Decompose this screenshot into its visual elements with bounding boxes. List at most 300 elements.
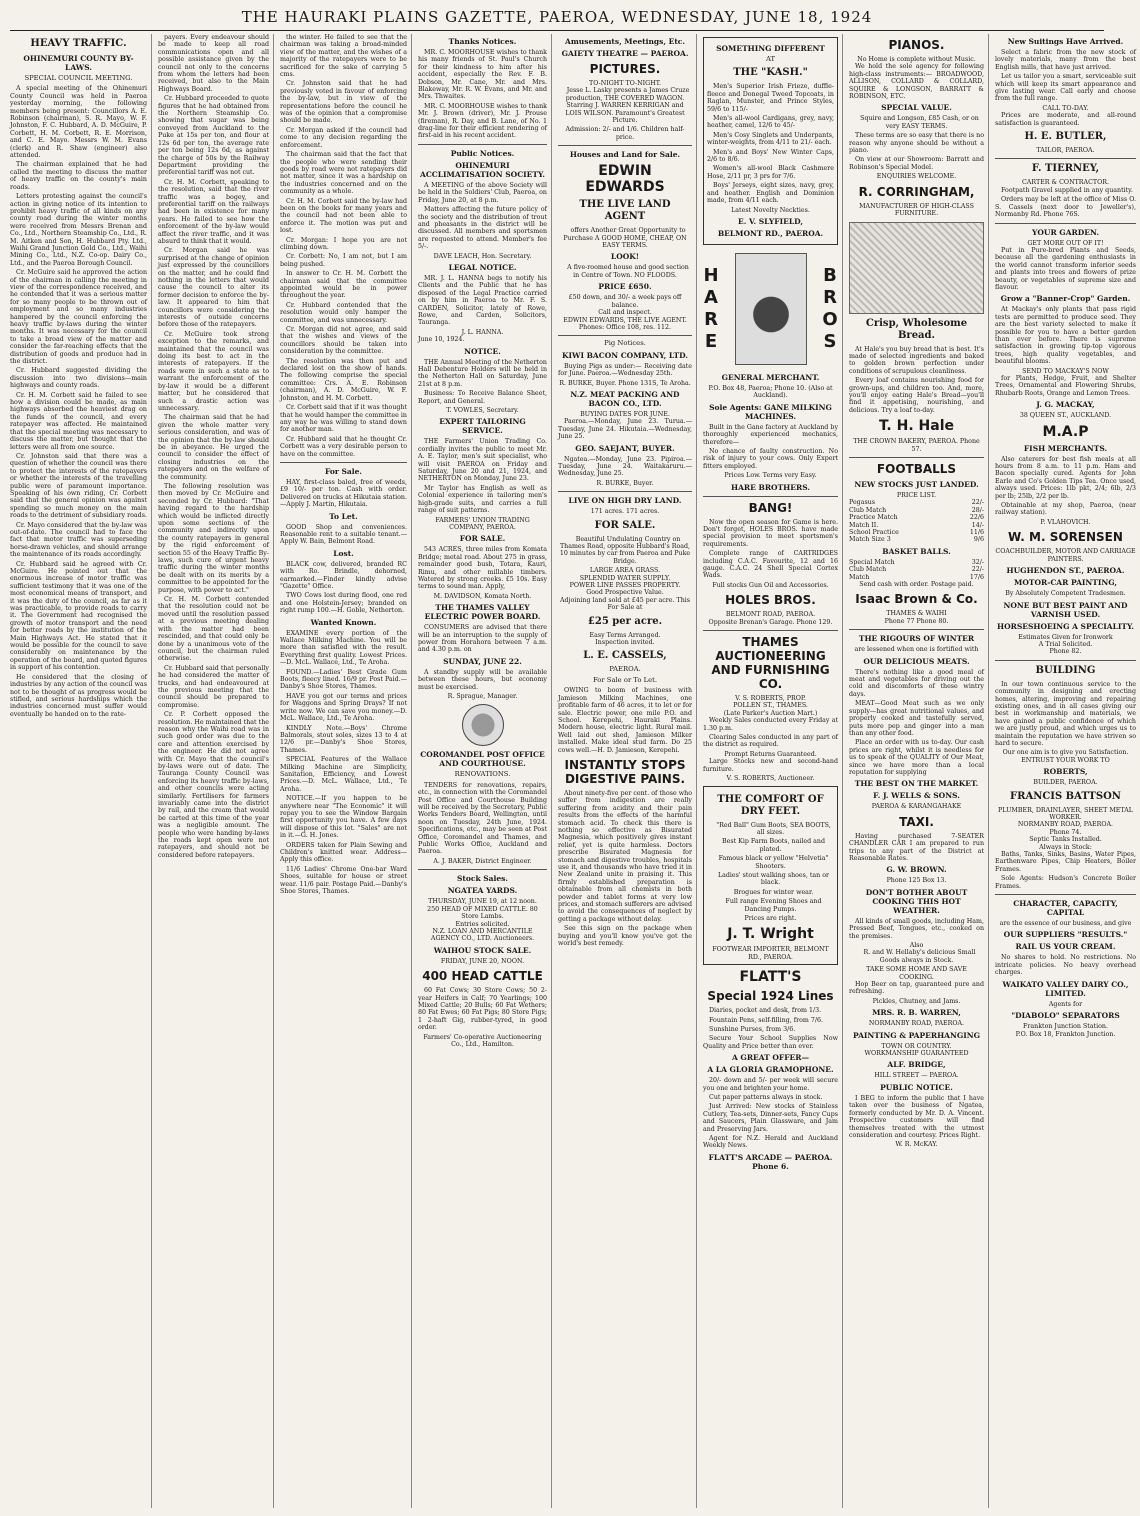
notice-title: COROMANDEL POST OFFICE AND COURTHOUSE. (420, 750, 545, 769)
ad-line: SPECIAL VALUE. (881, 103, 952, 113)
ad-title: THE RIGOURS OF WINTER (858, 634, 975, 644)
ad-title: GEO. SAEJANT, BUYER. (575, 443, 675, 453)
column-6 (703, 34, 843, 1508)
ad-line: ENQUIRIES WELCOME. (876, 173, 957, 181)
signature: FARMERS' UNION TRADING COMPANY, PAEROA. (435, 516, 530, 531)
paragraph: The chairman explained that he had called the meeting to discuss the matter of heavy traffic on the county's main roads. (10, 161, 147, 191)
ad-text: All kinds of small goods, including Ham, Pressed Beef, Tongues, etc., cooked on the premises. (849, 917, 984, 940)
ad-line: Full stocks Gun Oil and Accessories. (712, 581, 829, 589)
ad-line: FOOTWEAR IMPORTER, BELMONT RD., PAEROA. (712, 946, 829, 961)
ad-line: TAILOR, PAEROA. (1036, 147, 1095, 155)
classified-ad: ORDERS taken for Plain Sewing and Children's knitted wear. Address—Apply this office. (280, 841, 407, 864)
ad-line: CARTER & CONTRACTOR. (1021, 179, 1110, 187)
ad-title: Crisp, Wholesome Bread. (865, 317, 968, 341)
ad-line: 171 acres. 171 acres. (590, 508, 660, 516)
paragraph: The resolution was then put and declared lost on the show of hands. The following comprise the special committee: Crs. A. E. Robinson (chairman), A. D. McGuire, W. F. Johnston, and H. M. Corbett. (280, 357, 407, 402)
ad-subtitle: Special 1924 Lines (707, 989, 834, 1004)
ad-text: No shares to hold. No restrictions. No intricate policies. No heavy overhead charges. (995, 954, 1136, 977)
classified-ad: TWO Cows lost during flood, one red and one Holstein-Jersey; branded on right rump 100.—H. Goble, Netherton. (280, 592, 407, 615)
section-heading: To Let. (329, 511, 358, 521)
paragraph: Cr. Hubbard proceeded to quote figures that he had obtained from the Northern Steamship Co. showing that sugar was being conveyed from Auckland to the Puke at 15s per ton, and flour at 12s 6d per ton, the average rate per ton being 12s 6d, as against the charge of 50s by the Railway Department providing the preferential tariff was not cut. (158, 95, 269, 177)
ad-title: N.Z. MEAT PACKING AND BACON CO., LTD. (570, 389, 680, 408)
notice: MR. C. MOORHOUSE wishes to thank his many friends of St. Paul's Church for their kindness to him after his accident, especially the Rev. F. B. Dobson, Mr. Cane, Mr. and Mrs. Blakeway, Mr. R. W. Evans, and Mr. and Mrs. Thwaites. (418, 49, 547, 101)
ad-text: Complete range of CARTRIDGES including C.A.C. Favourite, 12 and 16 gauge. C.A.C. 24 Shell Special Cortex Wads. (703, 550, 838, 580)
paragraph: Cr. H. M. Corbett, speaking to the resolution, said that the river traffic was a bogey, and preferential tariff on the railways had been in existence for many years. He failed to see how the enforcement of the by-law would affect the river traffic, and it was absurd to think that it would. (158, 178, 269, 245)
ad-title: THAMES AUCTIONEERING AND FURNISHING CO. (711, 635, 830, 692)
paragraph: Cr. Johnston said that he had previously voted in favour of enforcing the by-law, but in view of the representations before the council he was of the opinion that a compromise should be made. (280, 80, 407, 125)
ad-title: BANG! (748, 500, 793, 515)
notice: MR. J. L. HANNA begs to notify his Clients and the Public that he has disposed of the Legal Practice carried on by him in Paeroa to Mr. F. S. CARDEN, Solicitor, lately of Rowe, Rowe, and Carden, Solicitors, Tauranga. (418, 274, 547, 327)
divider (558, 335, 692, 336)
paragraph: He considered that the closing of industries by any action of the council was not to be thought of as progress would be stifled, and serious hardships which the industries concerned must suffer would eventually be handed on to the rate- (10, 673, 147, 718)
notice: Mr Taylor has English as well as Colonial experience in tailoring men's high-grade suits, and carries a full range of suit patterns. (418, 484, 547, 515)
ad-price: £25 per acre. (587, 615, 663, 627)
ad-text: Famous black or yellow "Helvetia" Shooters. (718, 855, 829, 870)
ad-text: MEAT—Good Meat such as we only supply—has great nutritional values, and properly cooked and tastefully served, puts more pep and ginger into a man than any other food. (849, 700, 984, 737)
notice-line: 250 HEAD OF MIXED CATTLE. 80 Store Lambs. (427, 905, 538, 921)
ad-signature: Isaac Brown & Co. (855, 592, 978, 607)
ad-title: FOR SALE. (594, 519, 656, 531)
section-heading: Public Notices. (450, 148, 515, 158)
ad-line: Agents for (1048, 1000, 1083, 1008)
ad-title: CHARACTER, CAPACITY, CAPITAL (1013, 899, 1118, 918)
ad-line: Pickles, Chutney, and Jams. (872, 997, 961, 1005)
ad-line: Opposite Brenan's Garage. Phone 129. (708, 618, 833, 626)
ad-title: FRANCIS BATTSON (1010, 790, 1121, 802)
masthead: THE HAURAKI PLAINS GAZETTE, PAEROA, WEDNESDAY, JUNE 18, 1924 (10, 8, 1104, 31)
ad-signature: T. H. Hale (879, 418, 954, 435)
notice-title: PUBLIC NOTICE. (880, 1082, 953, 1092)
ad-subtitle: GENERAL MERCHANT. (721, 372, 820, 382)
ad-title: LIVE ON HIGH DRY LAND. (568, 496, 682, 506)
ad-signature: R. CORRINGHAM, (858, 184, 975, 199)
price-row (849, 499, 984, 506)
item-price: 22/- (971, 566, 984, 574)
column-3 (280, 34, 412, 1508)
item-price: 11/6 (969, 529, 984, 536)
ad-line: Our one aim is to give you Satisfaction. (1002, 749, 1129, 757)
item-name: Club Match (849, 506, 887, 514)
ad-line: GET MORE OUT OF IT! (1027, 239, 1104, 247)
divider (418, 144, 547, 145)
bros-letters: BROS (822, 264, 838, 352)
ad-text: Men's Cosy Singlets and Underpants, winter-weights, from 4/11 to 21/- each. (707, 131, 834, 147)
price-row (849, 559, 984, 566)
notice: THE Farmers' Union Trading Co. cordially invites the public to meet Mr. A. E. Taylor, men's suit specialist, who will visit PAEROA on Friday and Saturday, June 20 and 21, 1924, and NETHERTON on Monday, June 23. (418, 438, 547, 483)
ad-text: Select a fabric from the new stock of lovely materials, many from the best English mills, that have just arrived. (995, 49, 1136, 71)
article-kicker: SPECIAL COUNCIL MEETING. (24, 74, 133, 82)
ad-line: By Absolutely Competent Tradesmen. (1005, 590, 1126, 598)
classified-ad: NOTICE.—If you happen to be anywhere near "The Economic" it will repay you to see the Window Bargain first opportunity you have. A few days will dispose of this lot. "Sales" are not in it.—G. H. Jones. (280, 795, 407, 840)
ad-text: We hold the sole agency for following high-class instruments:— BROADWOOD, ALLISON, COLLARD & COLLARD, SQUIRE & LONGSON, BARRATT & ROBINSON, ETC. (849, 63, 984, 101)
ad-line: TO-NIGHT TO-NIGHT. (589, 80, 661, 87)
item-price: 28/- (971, 506, 984, 514)
ad-line: OUR DELICIOUS MEATS. (863, 656, 970, 666)
signature: Farmers' Co-operative Auctioneering Co., Ltd., Hamilton. (423, 1033, 542, 1048)
item-price: 22/- (971, 499, 984, 507)
ad-line: THAMES & WAIHI (886, 610, 947, 618)
ad-text: Hop Beer on tap, guaranteed pure and refreshing. (849, 981, 984, 996)
paragraph: Cr. Morgan said he was surprised at the change of opinion just expressed by the councillors on the matter, and he could find nothing in the letters that would cause the council to alter its former decision to enforce the by-law. It appeared to him that councillors were considering the interests of outside concerns before those of the ratepayers. (158, 247, 269, 329)
ad-text: Orders may be left at the office of Miss O. S. Cassels (next door to Jeweller's), Normanby Rd. Phone 76S. (995, 196, 1136, 219)
section-heading: For Sale or To Let. (592, 675, 658, 684)
signature: R. BURKE, Buyer. Phone 131S, Te Aroha. (559, 379, 691, 387)
ad-text: Men's all-wool Cardigans, grey, navy, heather, camel, 12/6 to 45/- (707, 115, 834, 130)
paragraph: Cr. Hubbard said that he thought Cr. Corbett was a very desirable person to have on the committee. (280, 435, 407, 458)
ad-line: ENTRUST YOUR WORK TO (1021, 756, 1110, 764)
notice-title: EXPERT TAILORING SERVICE. (439, 417, 526, 436)
price-row (849, 536, 984, 543)
ad-text: Jesse L. Lasky presents a James Cruze production, THE COVERED WAGON. Starring J. WARREN KERRIGAN and LOIS WILSON. Paramount's Greatest Picture. (565, 87, 690, 125)
article-title: HEAVY TRAFFIC. (30, 38, 127, 49)
ad-signature: J. T. Wright (727, 926, 814, 943)
classified-ad: HAY, first-class baled, free of weeds, £9 10/- per ton. Cash with order. Delivered on trucks at Hikutaia station.—Apply J. Martin, Hikutaia. (280, 478, 407, 509)
ad-line: LOOK! (610, 252, 640, 262)
ad-line: A Trial Solicited. (1038, 640, 1093, 648)
divider (418, 869, 547, 870)
ad-text: Men's and Boys' New Winter Caps, 2/6 to 8/6. (707, 148, 834, 164)
ad-text: Ngatea.—Monday, June 23. Pipiroa.—Tuesday, June 24. Waitakaruru.—Wednesday, June 25. (558, 455, 692, 478)
ad-line: Also (909, 942, 924, 949)
ad-text: In our town continuous service to the community in designing and erecting homes, altering, improving and repairing existing ones, and in all cases giving our best in workmanship and materials, we have gained a public confidence of which we are justly proud, and which urges us to maintain the reputation we have striven so hard to secure. (995, 680, 1136, 747)
paragraph: In answer to Cr. H. M. Corbett the chairman said that the committee appointed would be in power throughout the year. (280, 270, 407, 300)
ad-signature: F. TIERNEY, (1031, 163, 1100, 175)
notice-title: NGATEA YARDS. (447, 886, 518, 896)
ad-line: Always in Stock: (1039, 843, 1092, 851)
ad-text: Men's Superior Irish Frieze, duffle-fleece and Donegal Tweed Topcoats, in Raglan, Munster, and Prince Styles, 59/6 to 115/- (707, 83, 834, 113)
notice-line: THURSDAY, JUNE 19, at 12 noon. (428, 898, 537, 906)
ad-line: AT (765, 55, 776, 63)
ad-location: PAEROA. (609, 665, 641, 674)
ad-subtitle: NEW STOCKS JUST LANDED. (854, 479, 979, 489)
signature: J. L. HANNA. (461, 328, 504, 336)
price-list (849, 559, 984, 581)
ad-title: THE "KASH." (733, 67, 808, 79)
ad-title: KIWI BACON COMPANY, LTD. (562, 350, 688, 360)
price-row (849, 529, 984, 536)
paragraph: Cr. Morgan did not agree, and said that the wishes and views of the councillors should be taken into consideration by the committee. (280, 326, 407, 356)
crest-icon (462, 704, 504, 746)
ad-text: Large Stocks new and second-hand furniture. (703, 758, 838, 773)
classified-ad: HAVE you got our terms and prices for Waggons and Spring Drays? If not write now. We can save you money.—D. McL. Wallace, Ltd., Te Aroha. (280, 692, 407, 723)
paragraph: Cr. Corbett: No, I am not, but I am being pushed. (280, 253, 407, 268)
column-8 (995, 34, 1140, 1508)
kash-ad (703, 37, 838, 245)
ad-text: Women's all-wool Black Cashmere Hose, 2/11 pr, 3 prs for 7/6. (707, 165, 834, 180)
paragraph: Cr. Hubbard contended that the resolution would only hamper the committee, and was unnecessary. (280, 301, 407, 324)
classified-ad: BLACK cow, delivered, branded RC with Ro. Brindle, dehorned, earmarked.—Finder kindly advise "Gazette" Office. (280, 560, 407, 590)
ad-line: A LA GLORIA GRAMOPHONE. (707, 1065, 834, 1075)
ad-line: THE BEST ON THE MARKET. (854, 779, 979, 789)
section-heading: Houses and Land for Sale. (569, 150, 681, 160)
notice-line: N.Z. LOAN AND MERCANTILE AGENCY CO., LTD. Auctioneers. (430, 927, 535, 943)
article-subtitle: OHINEMURI COUNTY BY-LAWS. (23, 54, 134, 72)
notice-emphasis: 400 HEAD CATTLE (422, 969, 543, 984)
ad-line: POWER LINE PASSES PROPERTY. (569, 582, 681, 590)
ad-line: Admission: 2/- and 1/6. Children half-price. (565, 126, 685, 141)
price-row (849, 507, 984, 514)
paragraph: Cr. Morgan asked if the council had come to any decision regarding the enforcement. (280, 126, 407, 149)
ad-line: LARGE AREA GRASS. (589, 567, 661, 575)
ad-text: A five-roomed house and good section in Centre of Town. NO FLOODS. (567, 264, 689, 279)
ad-signature: F. J. WELLS & SONS. (873, 791, 960, 801)
ad-line: A GREAT OFFER— (731, 1053, 810, 1063)
ad-text: There's nothing like a good meal of meat and vegetables for driving out the cold and discomforts of these wintry days. (849, 668, 984, 698)
ad-line: RAIL US YOUR CREAM. (1015, 942, 1116, 952)
ad-text: Sole Agents: Hudson's Concrete Boiler Frames. (995, 875, 1136, 890)
notice: I BEG to inform the public that I have taken over the business of Ngatea, formerly conducted by Mr. D. A. Vincent. Prospective customers will find themselves treated with the utmost consideration and courtesy. Prices Right. (849, 1094, 984, 1139)
ad-line: NORMANBY ROAD, PAEROA. (1017, 821, 1114, 829)
classified-ad: GOOD Shop and conveniences. Reasonable rent to a suitable tenant.—Apply W. Bain, Belmont Road. (280, 523, 407, 546)
ad-line: COACHBUILDER, MOTOR AND CARRIAGE PAINTERS. (995, 548, 1136, 563)
ad-line: are the essence of our business, and give (999, 920, 1132, 928)
signature: R. BURKE, Buyer. (596, 479, 654, 487)
ad-text: Best Kip Farm Boots, nailed and plated. (722, 838, 825, 853)
divider (995, 894, 1136, 895)
column-2 (158, 34, 274, 1508)
ad-text: No chance of faulty construction. No risk of injury to your cows. Only Expert fitters employed. (703, 447, 838, 470)
paragraph: Cr. Hubbard suggested dividing the discussion into two divisions—main highways and county roads. (10, 367, 147, 390)
ad-line: Latest Novelty Neckties. (731, 206, 810, 214)
item-name: Match Size 3 (849, 536, 891, 544)
notice-subtitle: RENOVATIONS. (454, 770, 511, 779)
ad-text: Beautiful Undulating Country on Thames Road, opposite Hubbard's Road, 10 minutes by car from Paeroa and Puke Bridge. (559, 535, 691, 565)
classified-ad: EXAMINE every portion of the Wallace Milking Machine. You will be more than satisfied with the result. Everything first quality. Lowest Prices.—D. McL. Wallace, Ltd., Te Aroha. (280, 629, 407, 667)
ad-line: THE CROWN BAKERY, PAEROA. Phone 57. (853, 438, 980, 453)
ad-line: TAKE SOME HOME AND SAVE COOKING. (866, 966, 967, 981)
ad-signature: WAIKATO VALLEY DAIRY CO., LIMITED. (1002, 979, 1129, 998)
ad-text: Boys' Jerseys, eight sizes, navy, grey, and heather. English and Dominion made, from 4/11 each. (707, 182, 834, 205)
paragraph: Cr. Corbett said that if it was thought that he would hamper the committee in any way he was willing to stand down for another man. (280, 404, 407, 434)
notice-title: OHINEMURI ACCLIMATISATION SOCIETY. (420, 160, 545, 179)
ad-title: PIANOS. (888, 38, 945, 52)
ad-subtitle: THE LIVE LAND AGENT (579, 199, 671, 223)
notice: THE Annual Meeting of the Netherton Hall Debenture Holders will be held in the Netherton Hall on Saturday, June 21st at 8 p.m. (418, 358, 547, 388)
item-price: 32/- (971, 558, 984, 566)
divider (558, 145, 692, 146)
notice: MR. C. MOORHOUSE wishes to thank Mr. J. Brown (driver), Mr. J. Prouse (fireman), R. Day, and B. Lane, of No. 1 drag-line for their efficient rendering of first-aid in his recent accident. (418, 102, 547, 140)
notice: TENDERS for renovations, repairs, etc., in connection with the Coromandel Post Office and Courthouse Building will be received by the Secretary, Public Works Tenders Board, Wellington, until noon on Tuesday, 24th June, 1924. Specifications, etc., may be seen at Post Office, Coromandel and Thames, and Public Works Office, Auckland and Paeroa. (418, 781, 547, 856)
ad-line: Easy Terms Arranged. (589, 631, 661, 639)
ad-text: R. and W. Hellaby's delicious Small Goods always in Stock. (863, 949, 976, 964)
ad-line: Inspection invited. (595, 639, 655, 647)
ad-text: Obtainable at my shop, Paeroa, (near railway station). (995, 502, 1136, 517)
ad-text: Weekly Sales conducted every Friday at 1.30 p.m. (703, 717, 838, 732)
ad-text: Baths, Tanks, Sinks, Basins, Water Pipes, Earthenware Pipes, Chip Heaters, Boiler Frames. (995, 851, 1136, 873)
signature: V. S. ROBERTS, Auctioneer. (726, 775, 815, 783)
ad-title: INSTANTLY STOPS DIGESTIVE PAINS. (564, 757, 686, 786)
ad-line: Send cash with order. Postage paid. (859, 581, 974, 589)
ad-line: PAEROA & KARANGAHAKE (871, 803, 962, 811)
ad-line: 38 QUEEN ST., AUCKLAND. (1019, 412, 1112, 420)
ad-line: SPLENDID WATER SUPPLY. (579, 574, 671, 582)
ad-title: EDWIN EDWARDS (585, 163, 665, 196)
ad-text: Let us tailor you a smart, serviceable suit which will keep its smart appearance and give lasting wear. Call early and choose from the full range. (995, 73, 1136, 103)
notice-title: LEGAL NOTICE. (448, 262, 517, 272)
ad-text: 20/- down and 5/- per week will secure you one and brighten your home. (703, 1077, 838, 1092)
item-name: Practice Match (849, 514, 898, 522)
ad-text: Agent for N.Z. Herald and Auckland Weekly News. (703, 1135, 838, 1150)
ad-line: £50 down, and 30/- a week pays off balance. (568, 294, 682, 309)
ad-caption: See this sign on the package when buying and you'll know you've got the world's best remedy. (558, 925, 692, 948)
ad-title: YOUR GARDEN. (1032, 227, 1099, 237)
ad-signature: P. VLAHOVICH. (1040, 518, 1091, 526)
newspaper-columns (10, 34, 1136, 1508)
ad-text: At Mackay's only plants that pass rigid tests are permitted to produce seed. They are the best variety selected to make it possible for you to have a better garden than ever before. There is supreme satisfaction in growing tip-top vigorous trees, high quality vegetables, and beautiful blooms. (995, 306, 1136, 366)
ad-text: "Red Ball" Gum Boots, SEA BOOTS, all sizes. (716, 821, 831, 836)
signature: R. Sprague, Manager. (447, 693, 518, 700)
ad-line: Adjoining land sold at £45 per acre. This For Sale at (559, 596, 690, 612)
ad-line: SEND TO MACKAY'S NOW (1022, 367, 1109, 375)
column-5 (558, 34, 697, 1508)
ad-title: W. M. SORENSEN (1008, 530, 1123, 545)
signature: A. J. BAKER, District Engineer. (433, 857, 532, 865)
item-price: 9/6 (973, 536, 984, 544)
classified-ad: FOUND.—Ladies' Best Grade Gum Boots, fleecy lined. 16/9 pr. Post Paid.—Danby's Shoe Stores, Thames. (280, 668, 407, 691)
ad-line: Frankton Junction Station. (1023, 1023, 1108, 1031)
ad-title: DON'T BOTHER ABOUT COOKING THIS HOT WEATHER. (865, 887, 968, 915)
ad-text: Every loaf contains nourishing food for grown-ups, and children too. And, more, you'll enjoy eating Hale's Bread—you'll find it appetising, nourishing, and delicious. Try a loaf to-day. (849, 377, 984, 414)
price-list (849, 499, 984, 543)
divider (703, 496, 838, 497)
ad-title: Sole Agents: GANE MILKING MACHINES. (709, 402, 832, 421)
ad-title: THE COMFORT OF DRY FEET. (717, 793, 824, 817)
section-heading: Stock Sales. (457, 874, 508, 884)
paragraph: Cr. Hubbard said he agreed with Cr. McGuire. He pointed out that the enormous increase of motor traffic was sufficient testimony that it was one of the most economical means of transport, and it was the duty of the council, as far as it was practicable, to provide roads to carry it. The Government had recognised the growth of motor transport and the need for better roads by the institution of the Main Highways Act. He stated that it would be possible for the council to save considerably on maintenance by the operation of the board, and quoted figures in support of his contention. (10, 560, 147, 672)
item-name: Club Match (849, 566, 887, 574)
ad-line: Prompt Returns Guaranteed. (724, 750, 817, 758)
ad-signature: L. E. CASSELS, (583, 650, 667, 662)
divider (558, 491, 692, 492)
paragraph: Cr. McGuire said he approved the action of the chairman in calling the meeting in view of the correspondence received, and he contended that it was a serious matter for so many people to be thrown out of employment and so many industries hampered by the council enforcing the heavy traffic by-laws during the winter months. It was necessary for the council to take a broad view of the matter and consider the far-reaching effects that the distribution of goods and produce had in the district. (10, 269, 147, 366)
ad-title: FLATT'S (739, 969, 802, 986)
ad-title: PICTURES. (589, 62, 661, 76)
ad-text: Clearing Sales conducted in any part of the district as required. (703, 734, 838, 749)
ad-text: Diaries, pocket and desk, from 1/3. (709, 1007, 822, 1015)
section-heading: Thanks Notices. (448, 37, 517, 46)
ad-text: These terms are so easy that there is no reason why anyone should be without a piano. (849, 132, 984, 155)
ad-signature: ROBERTS, (1043, 767, 1088, 777)
item-name: School Practice (849, 529, 899, 536)
section-heading: Wanted Known. (310, 617, 377, 627)
ad-signature: FLATT'S ARCADE — PAEROA. Phone 6. (708, 1152, 833, 1171)
ad-text: Footpath Gravel supplied in any quantity. (1001, 186, 1133, 194)
paragraph: The chairman said that the fact that the people who were sending their goods by road were not ratepayers did not matter, since it was a hardship on the industries concerned and on the community as a whole. (280, 151, 407, 196)
ad-text: Built in the Gane factory at Auckland by thoroughly experienced mechanics, therefore— (703, 423, 838, 446)
item-name: Pegasus (849, 499, 875, 507)
ad-line: POLLEN ST., THAMES. (733, 702, 808, 710)
ad-line: WORKMANSHIP GUARANTEED (864, 1050, 969, 1058)
ad-line: PRICE LIST. (896, 491, 937, 499)
ad-line: Phone 125 Box 13. (886, 877, 947, 885)
ad-line: CALL TO-DAY. (1042, 104, 1089, 112)
ad-line: HILL STREET — PAEROA. (874, 1072, 959, 1080)
rabbits-icon (735, 253, 807, 365)
ad-line: BUYING DATES FOR JUNE. (580, 410, 670, 418)
ad-text: Prices are moderate, and all-round satisfaction is guaranteed. (995, 112, 1136, 127)
ad-line: BUILDER, PAEROA. (1033, 779, 1098, 787)
notice-title: FOR SALE. (459, 534, 506, 544)
ad-subtitle: FISH MERCHANTS. (1023, 443, 1108, 453)
paragraph: payers. Every endeavour should be made to keep all road communications open and all possible assistance given by the council not only to the concerns from whom the letters had been received, but also to the Main Highways Board. (158, 34, 269, 93)
ad-line: HORSESHOEING A SPECIALITY. (997, 621, 1134, 631)
paragraph: Cr. H. M. Corbett contended that the resolution could not be moved until the resolution passed at a previous meeting dealing with the matter had been rescinded, and that could only be done by a unanimous vote of the council, but the chairman ruled otherwise. (158, 596, 269, 663)
ad-line: Call and inspect. (598, 309, 652, 317)
ad-line: MANUFACTURER OF HIGH-CLASS FURNITURE. (859, 202, 974, 218)
price-row (849, 574, 984, 581)
ad-line: Good Prospective Value. (586, 589, 664, 597)
ad-title: BUILDING (1035, 664, 1096, 676)
paragraph: Cr. Johnston said that there was a question of whether the council was there to protect the interests of the ratepayers or whether the interests of the travelling public were of paramount importance. Speaking of his own riding, Cr. Corbett said that the general opinion was against spending so much money on the main roads to the detriment of subsidiary roads. (10, 452, 147, 520)
ad-text: Cut paper patterns always in stock. (709, 1094, 823, 1102)
ad-signature: ALF. BRIDGE, (887, 1060, 946, 1070)
column-1 (10, 34, 152, 1508)
paragraph: Cr. Hubbard said that personally he had considered the matter of trucks, and had endeavoured at the previous meeting that the council should be prepared to compromise. (158, 664, 269, 709)
notice-title: WAIHOU STOCK SALE. (433, 945, 532, 955)
ad-signature: HOLES BROS. (725, 593, 816, 608)
notice-line: FRIDAY, JUNE 20, NOON. (440, 957, 525, 965)
item-price: 17/6 (969, 573, 984, 581)
notice: A MEETING of the above Society will be held in the Soldiers' Club, Paeroa, on Friday, June 20, at 8 p.m. (418, 181, 547, 204)
hare-bros-banner (703, 249, 838, 369)
ad-line: EDWIN EDWARDS, THE LIVE AGENT. Phones: Office 108, res. 112. (563, 316, 687, 331)
ad-signature: MRS. R. B. WARREN, (872, 1008, 961, 1018)
ad-title: PAINTING & PAPERHANGING (852, 1030, 981, 1040)
hare-letters: HARE (703, 264, 719, 352)
notice: Business: To Receive Balance Sheet, Report, and General. (418, 390, 547, 405)
paragraph: Cr. McGuire took strong exception to the remarks, and maintained that the council was doing its best to act in the interests of ratepayers. If the roads were in such a state as to warrant the enforcement of the by-law it would be a different matter, but he considered that such a drastic action was unnecessary. (158, 330, 269, 412)
ad-title: M.A.P (1042, 423, 1089, 440)
section-heading: Pig Notices. (604, 339, 646, 348)
ad-line: "DIABOLO" SEPARATORS (1011, 1011, 1120, 1021)
ad-signature: G. W. BROWN. (886, 865, 947, 875)
ad-signature: E. V. SLYFIELD, (738, 216, 803, 226)
ad-text: Buying Pigs as under:— Receiving date for June. Paeroa.—Wednesday 25th. (558, 362, 692, 378)
paragraph: Cr. H. M. Corbett said the by-law had been on the books for many years and the council had not been able to enforce it. The motion was put and lost. (280, 197, 407, 235)
paragraph: Cr. Mayo considered that the by-law was out-of-date. The council had to face the fact that motor traffic was superseding horse-drawn vehicles, and should arrange the maintenance of its roads accordingly. (10, 521, 147, 559)
notice-title: NOTICE. (464, 346, 501, 356)
ad-text: Having purchased 7-SEATER CHANDLER CAR I am prepared to run trips to any part of the District at Reasonable Rates. (849, 832, 984, 862)
ad-title: TAXI. (899, 814, 934, 829)
ad-line: Grow a "Banner-Crop" Garden. (1000, 294, 1131, 304)
ad-line: Prices Low. Terms very Easy. (724, 472, 817, 480)
divider (995, 158, 1136, 159)
ad-line: BELMONT ROAD, PAEROA. (725, 611, 816, 619)
ad-line: P.O. Box 18, Frankton Junction. (1015, 1030, 1116, 1038)
notice: Matters affecting the future policy of the society and the distribution of trout and pheasants in the district will be discussed. All members and sportsmen are requested to attend. Member's fee 5/-. (418, 206, 547, 251)
ad-title: New Suitings Have Arrived. (1007, 37, 1124, 46)
item-name: Match (849, 573, 870, 581)
divider (280, 462, 407, 463)
section-heading: For Sale. (325, 466, 362, 476)
paragraph: A special meeting of the Ohinemuri County Council was held in Paeroa yesterday morning, the following members being present: Councillors A. E. Robinson (chairman), S. R. Mayo, W. F. Johnston, F. C. Hubbard, A. D. McGuire, P. Corbett, H. M. Corbett, R. E. Morrison, and C. E. Mayo. Messrs W. M. Evans (clerk) and R. Shaw (engineer) also attended. (10, 85, 147, 160)
ad-text: Fountain Pens, self-filling, from 7/6. (709, 1016, 824, 1024)
section-heading: Lost. (333, 548, 354, 558)
ad-text: for Plants, Hedge, Fruit, and Shelter Trees, Ornamental and Flowering Shrubs, Rhubarb Roots, Orange and Lemon Trees. (995, 375, 1136, 397)
ad-text: Sunshine Purses, from 3/6. (709, 1026, 796, 1033)
notice-title: THE THAMES VALLEY ELECTRIC POWER BOARD. (424, 603, 541, 622)
comfort-ad (703, 786, 838, 966)
ad-text: Squire and Longson, £85 Cash, or on very EASY TERMS. (860, 115, 979, 130)
column-7 (849, 34, 989, 1508)
notice-emphasis: SUNDAY, JUNE 22. (443, 656, 522, 666)
ad-text: Just Arrived: New stocks of Stainless Cutlery, Tea-sets, Dinner-sets, Fancy Cups and Saucers, Plain Glassware, and Jam and Preserving Jars. (703, 1103, 838, 1133)
price-row (849, 514, 984, 521)
ad-line: PLUMBER, DRAINLAYER, SHEET METAL WORKER. (998, 806, 1133, 821)
ad-signature: HARE BROTHERS. (731, 482, 810, 492)
ad-subtitle: BASKET BALLS. (882, 546, 951, 556)
ad-title: SOMETHING DIFFERENT (716, 44, 825, 53)
